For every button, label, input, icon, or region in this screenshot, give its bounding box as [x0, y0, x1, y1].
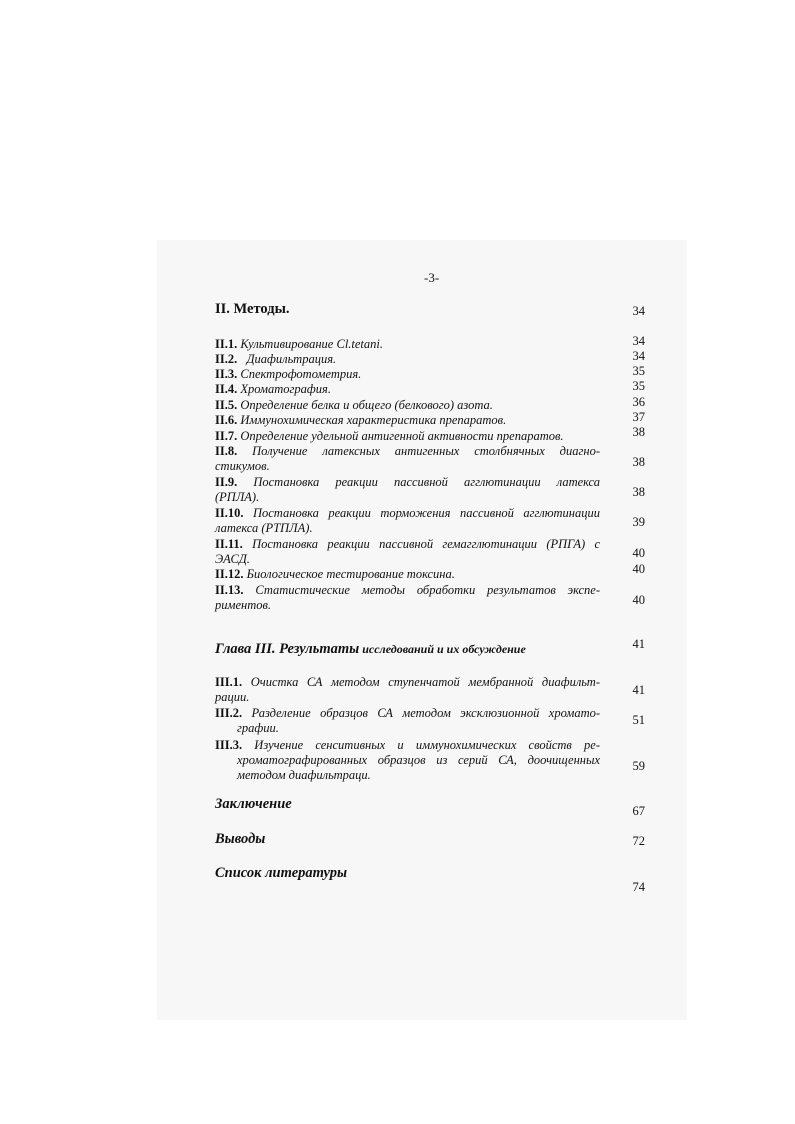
toc-entry-2-7: II.7. Определение удельной антигенной активности препаратов.: [215, 429, 564, 443]
page-ref: 41: [632, 637, 645, 651]
toc-entry-2-8: II.8. Получение латексных антигенных столбнячных диагно-: [215, 444, 600, 458]
toc-entry-2-1: II.1. Культивирование Cl.tetani.: [215, 337, 384, 351]
page-ref: 72: [632, 834, 645, 848]
page-ref: 34: [632, 349, 645, 363]
page-ref: 40: [632, 593, 645, 607]
toc-entry-2-9: II.9. Постановка реакции пассивной агглютинации латекса: [215, 475, 600, 489]
toc-entry-2-9-cont: (РПЛА).: [215, 490, 260, 504]
page-ref: 40: [632, 546, 645, 560]
page-ref: 41: [632, 683, 645, 697]
toc-entry-2-5: II.5. Определение белка и общего (белкового) азота.: [215, 398, 493, 412]
page-ref: 34: [632, 304, 645, 318]
page-ref: 36: [632, 395, 645, 409]
section-heading-methods: II. Методы.: [215, 301, 290, 317]
page-ref: 59: [632, 759, 645, 773]
page-ref: 37: [632, 410, 645, 424]
page-ref: 34: [632, 334, 645, 348]
page-ref: 38: [632, 425, 645, 439]
toc-entry-2-13-cont: риментов.: [215, 598, 272, 612]
toc-entry-2-3: II.3. Спектрофотометрия.: [215, 367, 362, 381]
page-ref: 39: [632, 515, 645, 529]
toc-entry-3-3: III.3. Изучение сенситивных и иммунохимических свойств ре-: [215, 738, 601, 752]
heading-references: Список литературы: [215, 865, 348, 881]
page-ref: 67: [632, 804, 645, 818]
heading-findings: Выводы: [215, 831, 266, 847]
toc-entry-3-1: III.1. Очистка СА методом ступенчатой мембранной диафильт-: [215, 675, 600, 689]
chapter-heading-results: Глава III. Результаты исследований и их обсуждение: [215, 641, 526, 657]
toc-entry-3-1-cont: рации.: [215, 690, 250, 704]
heading-conclusion: Заключение: [215, 796, 292, 812]
toc-entry-2-2: II.2. Диафильтрация.: [215, 352, 337, 366]
page-ref: 74: [632, 880, 645, 894]
toc-entry-3-2: III.2. Разделение образцов СА методом эксклюзионной хромато-: [215, 706, 601, 720]
toc-entry-2-4: II.4. Хроматография.: [215, 382, 331, 396]
toc-entry-2-10: II.10. Постановка реакции торможения пассивной агглютинации: [215, 506, 601, 520]
toc-entry-2-12: II.12. Биологическое тестирование токсина.: [215, 567, 455, 581]
page-ref: 51: [632, 713, 645, 727]
toc-entry-3-2-cont: графии.: [237, 721, 279, 735]
toc-entry-2-13: II.13. Статистические методы обработки результатов экспе-: [215, 583, 601, 597]
toc-entry-2-10-cont: латекса (РТПЛА).: [215, 521, 313, 535]
toc-entry-3-3-cont2: методом диафильтраци.: [237, 768, 371, 782]
page-ref: 38: [632, 485, 645, 499]
toc-entry-2-11-cont: ЭАСД.: [215, 552, 250, 566]
toc-entry-2-6: II.6. Иммунохимическая характеристика препаратов.: [215, 413, 507, 427]
toc-entry-2-8-cont: стикумов.: [215, 459, 270, 473]
page-number: -3-: [424, 270, 440, 285]
toc-entry-3-3-cont: хроматографированных образцов из серий СА, доочищенных: [237, 753, 600, 767]
page-ref: 38: [632, 455, 645, 469]
page-ref: 35: [632, 364, 645, 378]
page-ref: 35: [632, 379, 645, 393]
page-ref: 40: [632, 562, 645, 576]
toc-entry-2-11: II.11. Постановка реакции пассивной гемагглютинации (РПГА) с: [215, 537, 601, 551]
